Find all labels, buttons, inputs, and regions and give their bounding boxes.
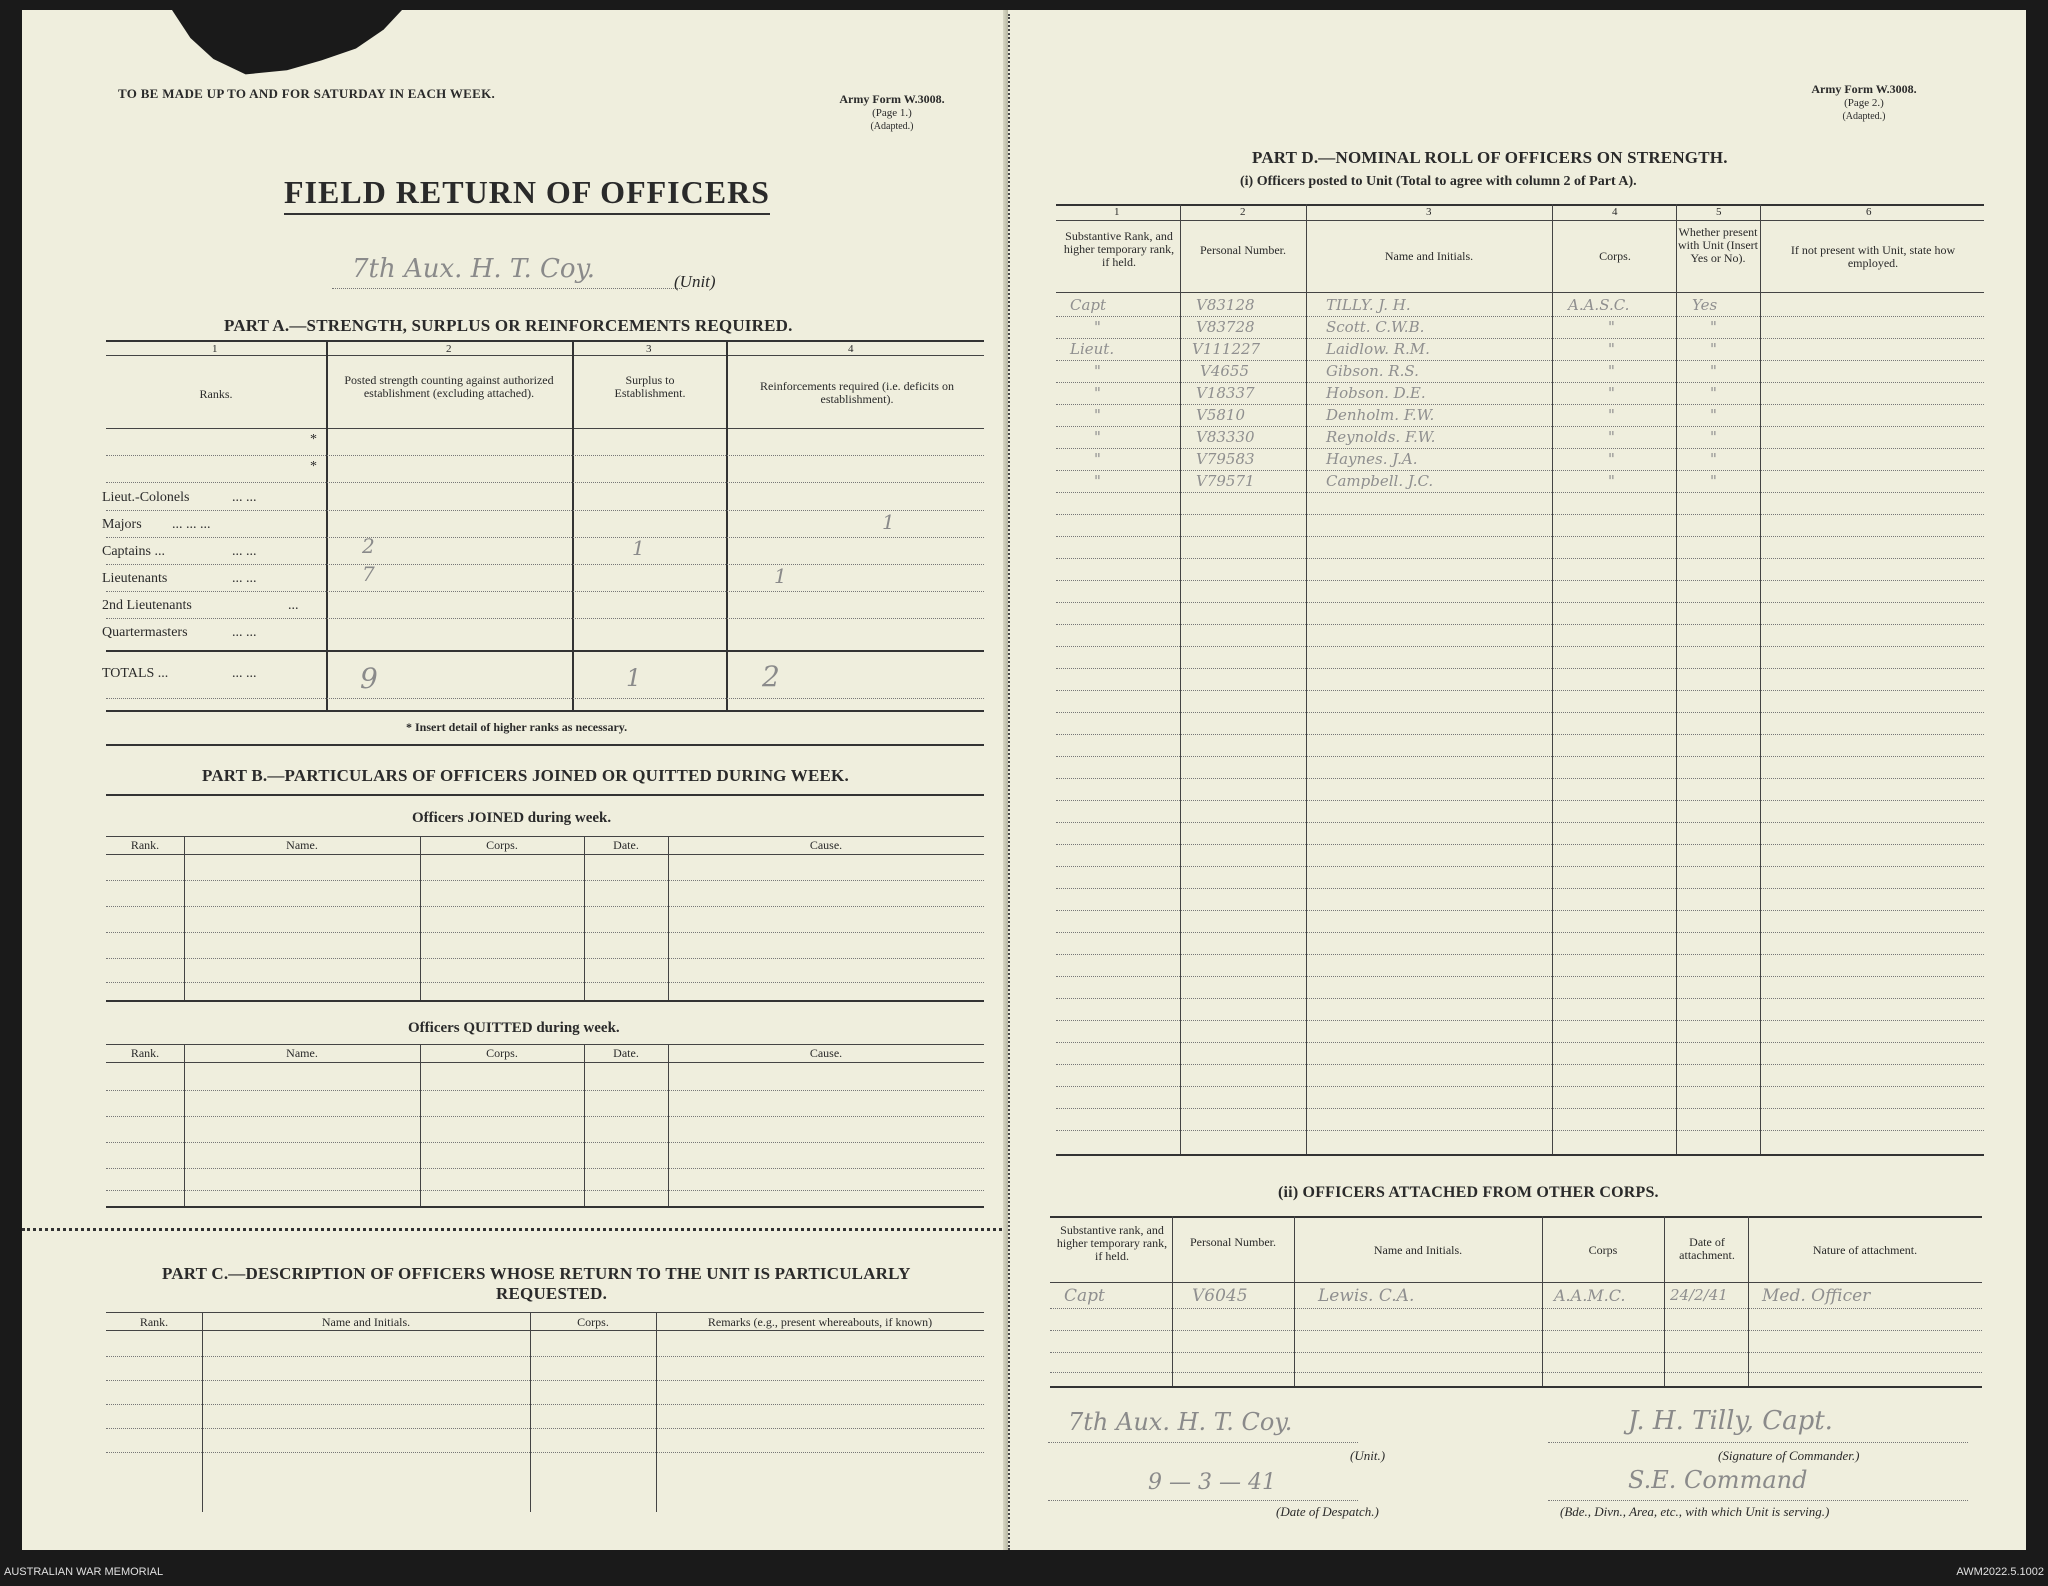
- roll-number: V4655: [1200, 362, 1250, 380]
- adapted-note: (Adapted.): [870, 121, 914, 132]
- roll-rule: [1056, 954, 1984, 955]
- roll-name: Campbell. J.C.: [1326, 472, 1434, 490]
- attached-corps: A.A.M.C.: [1554, 1286, 1626, 1305]
- despatch-date-handwritten: 9 — 3 — 41: [1148, 1470, 1276, 1495]
- roll-rule: [1056, 580, 1984, 581]
- roll-present: ": [1710, 384, 1717, 402]
- rule: [106, 650, 984, 652]
- despatch-date-label: (Date of Despatch.): [1276, 1504, 1379, 1519]
- roll-col-present: Whether present with Unit (Insert Yes or No).: [1678, 225, 1758, 265]
- rule: [668, 1044, 669, 1206]
- rule: [726, 340, 728, 710]
- rule: [106, 537, 984, 538]
- rule: [106, 1312, 984, 1313]
- roll-rank: ": [1094, 318, 1101, 336]
- joined-heading: Officers JOINED during week.: [412, 810, 612, 826]
- rule: [106, 355, 984, 356]
- rule: [1050, 1330, 1982, 1331]
- rule: [572, 340, 574, 710]
- roll-number: V111227: [1192, 340, 1261, 358]
- roll-rule: [1056, 866, 1984, 867]
- totals-label: TOTALS ...: [102, 666, 169, 681]
- rule: [1748, 1216, 1749, 1386]
- rule: [530, 1312, 531, 1512]
- roll-rule: [1056, 624, 1984, 625]
- roll-name: Reynolds. F.W.: [1326, 428, 1436, 446]
- rule: [106, 1206, 984, 1208]
- roll-corps: ": [1608, 318, 1615, 336]
- roll-rule: [1056, 932, 1984, 933]
- unit-line: [332, 288, 682, 289]
- majors-reinforcements: 1: [882, 510, 895, 534]
- rule: [584, 836, 585, 1000]
- rule: [1056, 292, 1984, 293]
- rule: [1306, 204, 1307, 1154]
- attached-col-rank: Substantive rank, and higher temporary rank, if held.: [1056, 1223, 1168, 1263]
- col-number: 3: [646, 343, 652, 355]
- attached-col-corps: Corps: [1588, 1243, 1618, 1257]
- part-c-heading-line2: REQUESTED.: [496, 1284, 608, 1303]
- rule: [106, 982, 984, 983]
- commander-label: (Signature of Commander.): [1718, 1448, 1860, 1463]
- roll-corps: ": [1608, 384, 1615, 402]
- roll-rule: [1056, 910, 1984, 911]
- rule: [106, 1452, 984, 1453]
- roll-rule: [1056, 404, 1984, 405]
- rule: [106, 710, 984, 712]
- rule: [1056, 1154, 1984, 1156]
- roll-rank: ": [1094, 406, 1101, 424]
- rule: [1172, 1216, 1173, 1386]
- rule: [584, 1044, 585, 1206]
- roll-corps: ": [1608, 406, 1615, 424]
- rank-2nd-lieutenants: 2nd Lieutenants: [102, 598, 192, 613]
- quitted-col-date: Date.: [613, 1046, 639, 1060]
- rank-majors: Majors: [102, 517, 142, 532]
- roll-present: ": [1710, 362, 1717, 380]
- page-number: (Page 2.): [1844, 97, 1884, 109]
- rule: [1048, 1442, 1358, 1443]
- roll-corps: ": [1608, 428, 1615, 446]
- rule: [1676, 204, 1677, 1154]
- perforation-center: [1008, 14, 1010, 1550]
- footer-institution: AUSTRALIAN WAR MEMORIAL: [4, 1566, 164, 1578]
- roll-rule: [1056, 602, 1984, 603]
- attached-rank: Capt: [1064, 1286, 1105, 1306]
- rule: [1294, 1216, 1295, 1386]
- part-b-heading: PART B.—PARTICULARS OF OFFICERS JOINED OR QUITTED DURING WEEK.: [202, 766, 849, 785]
- roll-number: V5810: [1196, 406, 1246, 424]
- roll-col-corps: Corps.: [1599, 249, 1631, 263]
- footer-accession: AWM2022.5.1002: [1956, 1566, 2044, 1578]
- joined-col-name: Name.: [286, 838, 318, 852]
- roll-rule: [1056, 360, 1984, 361]
- roll-corps: ": [1608, 472, 1615, 490]
- rule: [106, 1190, 984, 1191]
- rule: [106, 906, 984, 907]
- roll-name: TILLY. J. H.: [1326, 296, 1411, 314]
- attached-heading: (ii) OFFICERS ATTACHED FROM OTHER CORPS.: [1278, 1184, 1659, 1201]
- col-number: 3: [1426, 206, 1432, 218]
- rule: [106, 958, 984, 959]
- rule: [656, 1312, 657, 1512]
- rule: [106, 1330, 984, 1331]
- roll-name: Hobson. D.E.: [1326, 384, 1426, 402]
- roll-number: V83128: [1196, 296, 1255, 314]
- rule: [106, 1044, 984, 1045]
- roll-corps: ": [1608, 362, 1615, 380]
- col-header-reinforcements: Reinforcements required (i.e. deficits on establishment).: [760, 379, 954, 406]
- rule: [106, 591, 984, 592]
- roll-rank: ": [1094, 472, 1101, 490]
- roll-rule: [1056, 690, 1984, 691]
- roll-rule: [1056, 822, 1984, 823]
- rank-lieutenants: Lieutenants: [102, 571, 168, 586]
- rule: [1548, 1500, 1968, 1501]
- attached-col-date: Date of attachment.: [1679, 1235, 1735, 1262]
- rank-lieut-colonels: Lieut.-Colonels: [102, 490, 190, 505]
- rule: [106, 1380, 984, 1381]
- roll-number: V79583: [1196, 450, 1255, 468]
- total-reinforcements: 2: [762, 660, 780, 693]
- roll-number: V83728: [1196, 318, 1255, 336]
- roll-rule: [1056, 844, 1984, 845]
- part-c-col-remarks: Remarks (e.g., present whereabouts, if known): [707, 1315, 933, 1329]
- rule: [1548, 1442, 1968, 1443]
- rule: [184, 836, 185, 1000]
- roll-rule: [1056, 1020, 1984, 1021]
- total-posted: 9: [360, 662, 378, 695]
- joined-col-cause: Cause.: [809, 838, 843, 852]
- roll-number: V79571: [1196, 472, 1255, 490]
- roll-rank: Lieut.: [1070, 340, 1115, 358]
- attached-col-name: Name and Initials.: [1373, 1243, 1463, 1257]
- rule: [1542, 1216, 1543, 1386]
- joined-col-date: Date.: [613, 838, 639, 852]
- rule: [326, 340, 328, 710]
- roll-rule: [1056, 514, 1984, 515]
- rule: [1056, 220, 1984, 221]
- quitted-col-rank: Rank.: [130, 1046, 160, 1060]
- rule: [1050, 1308, 1982, 1309]
- roll-rank: Capt: [1070, 296, 1107, 314]
- roll-present: ": [1710, 340, 1717, 358]
- roll-rule: [1056, 712, 1984, 713]
- roll-present: ": [1710, 428, 1717, 446]
- rule: [106, 1404, 984, 1405]
- roll-rule: [1056, 426, 1984, 427]
- roll-rule: [1056, 976, 1984, 977]
- roll-col-name: Name and Initials.: [1384, 249, 1474, 263]
- rule: [1664, 1216, 1665, 1386]
- roll-present: ": [1710, 318, 1717, 336]
- asterisk: *: [310, 459, 317, 474]
- rule: [1048, 1500, 1358, 1501]
- adapted-note: (Adapted.): [1842, 111, 1886, 122]
- rule: [1050, 1372, 1982, 1373]
- roll-col-number: Personal Number.: [1200, 243, 1286, 257]
- roll-name: Haynes. J.A.: [1326, 450, 1418, 468]
- roll-rule: [1056, 1086, 1984, 1087]
- rule: [106, 1000, 984, 1002]
- rule: [106, 482, 984, 483]
- roll-present: Yes: [1692, 296, 1718, 314]
- rank-quartermasters: Quartermasters: [102, 625, 188, 640]
- roll-rule: [1056, 646, 1984, 647]
- rule: [1050, 1386, 1982, 1388]
- rule: [106, 428, 984, 429]
- col-number: 4: [1612, 206, 1618, 218]
- roll-rule: [1056, 338, 1984, 339]
- command-handwritten: S.E. Command: [1628, 1466, 1808, 1494]
- attached-col-nature: Nature of attachment.: [1812, 1243, 1918, 1257]
- col-number: 2: [446, 343, 452, 355]
- roll-name: Denholm. F.W.: [1326, 406, 1435, 424]
- perforation-left: [22, 1228, 1008, 1231]
- part-d-heading: PART D.—NOMINAL ROLL OF OFFICERS ON STRENGTH.: [1252, 148, 1728, 167]
- part-a-footnote: * Insert detail of higher ranks as necessary.: [406, 720, 628, 734]
- torn-edge: [172, 10, 402, 80]
- roll-rule: [1056, 734, 1984, 735]
- rule: [106, 744, 984, 746]
- col-header-ranks: Ranks.: [199, 387, 233, 401]
- roll-rule: [1056, 888, 1984, 889]
- signature-unit-handwritten: 7th Aux. H. T. Coy.: [1068, 1408, 1293, 1436]
- rank-captains: Captains ...: [102, 544, 165, 559]
- captains-surplus: 1: [632, 536, 645, 560]
- rule: [106, 510, 984, 511]
- roll-rule: [1056, 1108, 1984, 1109]
- rule: [106, 1168, 984, 1169]
- roll-rule: [1056, 1130, 1984, 1131]
- page-number: (Page 1.): [872, 107, 912, 119]
- lieutenants-reinforcements: 1: [774, 564, 787, 588]
- rule: [106, 1116, 984, 1117]
- rule: [106, 1356, 984, 1357]
- command-label: (Bde., Divn., Area, etc., with which Unit is serving.): [1560, 1504, 1830, 1519]
- col-number: 2: [1240, 206, 1246, 218]
- rule: [420, 1044, 421, 1206]
- rule: [106, 1062, 984, 1063]
- rule: [106, 618, 984, 619]
- part-c-heading-line1: PART C.—DESCRIPTION OF OFFICERS WHOSE RETURN TO THE UNIT IS PARTICULARLY: [162, 1264, 911, 1283]
- rule: [106, 836, 984, 837]
- roll-corps: ": [1608, 340, 1615, 358]
- unit-label: (Unit): [674, 272, 716, 291]
- rule: [184, 1044, 185, 1206]
- rule: [668, 836, 669, 1000]
- leader-dots: ...: [288, 598, 299, 613]
- roll-corps: ": [1608, 450, 1615, 468]
- roll-rule: [1056, 1042, 1984, 1043]
- roll-present: ": [1710, 450, 1717, 468]
- col-header-surplus: Surplus to Establishment.: [614, 373, 686, 400]
- joined-col-corps: Corps.: [486, 838, 518, 852]
- roll-rule: [1056, 998, 1984, 999]
- form-number: Army Form W.3008.: [1811, 82, 1917, 96]
- roll-rule: [1056, 382, 1984, 383]
- rule: [106, 698, 984, 699]
- roll-number: V18337: [1196, 384, 1255, 402]
- roll-col-rank: Substantive Rank, and higher temporary rank, if held.: [1063, 229, 1175, 269]
- roll-rule: [1056, 778, 1984, 779]
- rule: [1050, 1216, 1982, 1218]
- roll-rank: ": [1094, 450, 1101, 468]
- unit-handwritten: 7th Aux. H. T. Coy.: [352, 254, 596, 284]
- quitted-col-name: Name.: [286, 1046, 318, 1060]
- roll-number: V83330: [1196, 428, 1255, 446]
- roll-corps: A.A.S.C.: [1568, 296, 1630, 314]
- roll-rule: [1056, 800, 1984, 801]
- rule: [106, 455, 984, 456]
- attached-number: V6045: [1192, 1286, 1248, 1306]
- rule: [106, 340, 984, 342]
- col-number: 1: [212, 343, 218, 355]
- roll-rule: [1056, 448, 1984, 449]
- lieutenants-posted: 7: [362, 562, 375, 586]
- col-number: 1: [1114, 206, 1120, 218]
- rule: [106, 564, 984, 565]
- roll-rank: ": [1094, 384, 1101, 402]
- roll-col-employed: If not present with Unit, state how employed.: [1790, 243, 1956, 270]
- rule: [1552, 204, 1553, 1154]
- quitted-heading: Officers QUITTED during week.: [408, 1020, 620, 1036]
- part-c-col-corps: Corps.: [577, 1315, 609, 1329]
- col-number: 6: [1866, 206, 1872, 218]
- attached-date: 24/2/41: [1670, 1286, 1728, 1304]
- rule: [1180, 204, 1181, 1154]
- roll-rank: ": [1094, 362, 1101, 380]
- roll-rank: ": [1094, 428, 1101, 446]
- rule: [106, 854, 984, 855]
- joined-col-rank: Rank.: [130, 838, 160, 852]
- roll-rule: [1056, 536, 1984, 537]
- leader-dots: ... ...: [232, 571, 257, 586]
- rule: [106, 1428, 984, 1429]
- roll-rule: [1056, 492, 1984, 493]
- quitted-col-corps: Corps.: [486, 1046, 518, 1060]
- rule: [202, 1312, 203, 1512]
- rule: [1056, 204, 1984, 206]
- rule: [106, 1090, 984, 1091]
- signature-unit-label: (Unit.): [1350, 1448, 1386, 1463]
- part-d-subheading: (i) Officers posted to Unit (Total to agree with column 2 of Part A).: [1240, 174, 1637, 189]
- roll-rule: [1056, 558, 1984, 559]
- leader-dots: ... ...: [232, 666, 257, 681]
- rule: [106, 880, 984, 881]
- form-page-2: [1008, 10, 2026, 1550]
- form-page-1: [22, 10, 1008, 1550]
- rule: [106, 1142, 984, 1143]
- roll-rule: [1056, 1064, 1984, 1065]
- rule: [106, 932, 984, 933]
- roll-rule: [1056, 316, 1984, 317]
- roll-name: Gibson. R.S.: [1326, 362, 1419, 380]
- form-id-page2: [1794, 82, 1934, 124]
- roll-present: ": [1710, 472, 1717, 490]
- weekly-instruction: TO BE MADE UP TO AND FOR SATURDAY IN EACH WEEK.: [118, 86, 496, 101]
- rule: [106, 794, 984, 796]
- rule: [1050, 1282, 1982, 1283]
- roll-present: ": [1710, 406, 1717, 424]
- total-surplus: 1: [626, 664, 642, 692]
- roll-rule: [1056, 470, 1984, 471]
- attached-name: Lewis. C.A.: [1318, 1286, 1415, 1306]
- roll-rule: [1056, 668, 1984, 669]
- commander-signature: J. H. Tilly, Capt.: [1628, 1406, 1833, 1436]
- leader-dots: ... ...: [232, 490, 257, 505]
- col-number: 4: [848, 343, 854, 355]
- part-c-col-name: Name and Initials.: [321, 1315, 411, 1329]
- attached-nature: Med. Officer: [1762, 1286, 1871, 1306]
- attached-col-number: Personal Number.: [1190, 1235, 1276, 1249]
- part-c-col-rank: Rank.: [139, 1315, 169, 1329]
- leader-dots: ... ...: [232, 544, 257, 559]
- asterisk: *: [310, 432, 317, 447]
- rule: [1760, 204, 1761, 1154]
- roll-name: Laidlow. R.M.: [1326, 340, 1430, 358]
- form-title: FIELD RETURN OF OFFICERS: [284, 174, 770, 215]
- roll-name: Scott. C.W.B.: [1326, 318, 1425, 336]
- rule: [420, 836, 421, 1000]
- leader-dots: ... ...: [232, 625, 257, 640]
- form-number: Army Form W.3008.: [839, 92, 945, 106]
- col-number: 5: [1716, 206, 1722, 218]
- roll-rule: [1056, 756, 1984, 757]
- captains-posted: 2: [362, 534, 375, 558]
- rule: [1050, 1352, 1982, 1353]
- form-id-page1: [822, 92, 962, 134]
- quitted-col-cause: Cause.: [809, 1046, 843, 1060]
- leader-dots: ... ... ...: [172, 517, 211, 532]
- col-header-posted: Posted strength counting against authorized establishment (excluding attached).: [344, 373, 554, 400]
- part-a-heading: PART A.—STRENGTH, SURPLUS OR REINFORCEMENTS REQUIRED.: [224, 316, 793, 335]
